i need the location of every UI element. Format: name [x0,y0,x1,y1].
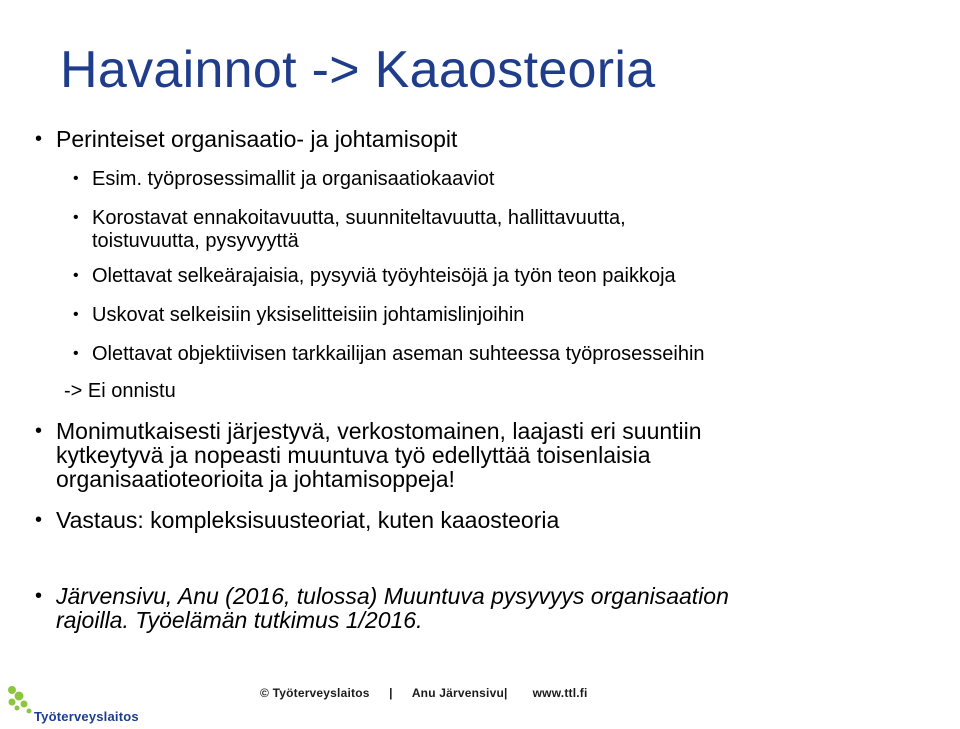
bullet-text-line-1: Monimutkaisesti järjestyvä, verkostomainen, laajasti eri suuntiin [56,418,702,444]
bullet-complex-work-line-2 [56,443,651,467]
sub-bullet-examples [73,168,495,190]
bullet-text: toistuvuutta, pysyvyyttä [92,230,299,252]
bullet-text: Korostavat ennakoitavuutta, suunniteltavuutta, hallittavuutta, [92,207,626,229]
bullet-marker: • [73,345,79,362]
bullet-text: Olettavat selkeärajaisia, pysyviä työyhteisöjä ja työn teon paikkoja [92,265,676,287]
arrow-conclusion: -> Ei onnistu [64,380,176,402]
bullet-text: Esim. työprosessimallit ja organisaatiokaaviot [92,168,495,190]
bullet-text-line-2: kytkeytyvä ja nopeasti muuntuva työ edellyttää toisenlaisia [56,442,651,468]
sub-bullet-assume-boundaries [73,265,676,287]
footer-url[interactable]: www.ttl.fi [532,686,588,700]
bullet-complex-work-line-3 [56,467,455,491]
bullet-text-line-3: organisaatioteorioita ja johtamisoppeja! [56,466,455,492]
footer [260,686,588,700]
bullet-marker: • [35,420,43,442]
sub-bullet-believe-leadership [73,304,525,326]
reference-line-2: rajoilla. Työelämän tutkimus 1/2016. [56,607,423,633]
footer-copyright: © Työterveyslaitos [260,686,370,700]
sub-bullet-emphasize [73,207,626,229]
logo-text: Työterveyslaitos [34,709,139,724]
sub-bullet-emphasize-continued [92,230,299,252]
footer-author: Anu Järvensivu| [411,686,508,700]
bullet-reference [35,583,729,609]
bullet-answer [35,507,560,533]
bullet-marker: • [35,128,43,150]
bullet-text: Uskovat selkeisiin yksiselitteisiin johtamislinjoihin [92,304,525,326]
bullet-complex-work [35,418,702,444]
reference-line-1: Järvensivu, Anu (2016, tulossa) Muuntuva pysyvyys organisaation [56,583,729,609]
bullet-text: Perinteiset organisaatio- ja johtamisopit [56,126,458,152]
bullet-marker: • [73,267,79,284]
bullet-traditional-theories [35,126,458,152]
bullet-marker: • [73,170,79,187]
sub-bullet-objective-observer [73,343,705,365]
bullet-marker: • [73,209,79,226]
bullet-text: Vastaus: kompleksisuusteoriat, kuten kaaosteoria [56,507,560,533]
slide-title: Havainnot -> Kaaosteoria [60,41,656,99]
bullet-marker: • [35,585,43,607]
bullet-reference-line-2 [56,608,422,632]
bullet-marker: • [35,509,43,531]
bullet-marker: • [73,306,79,323]
bullet-text: Olettavat objektiivisen tarkkailijan aseman suhteessa työprosesseihin [92,343,705,365]
footer-separator: | [389,686,393,700]
